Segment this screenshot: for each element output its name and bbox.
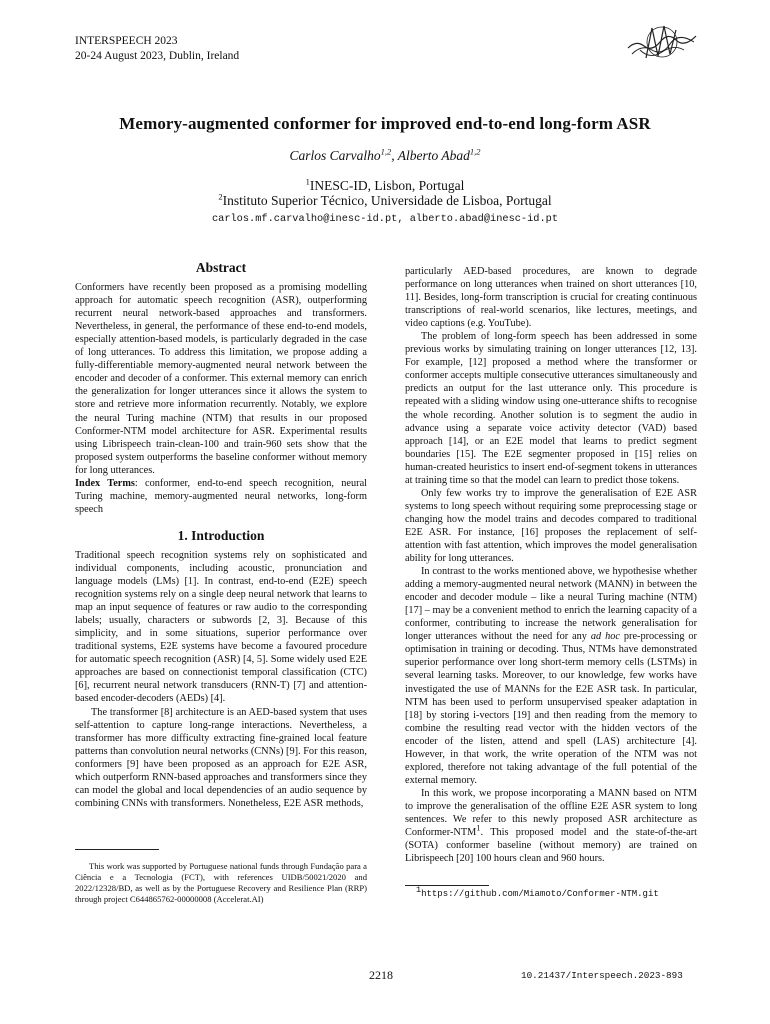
index-terms [75,477,367,516]
index-terms-text: : conformer, end-to-end speech recognition, neural Turing machine, memory-augmented neural networks, long-form speech [75,477,367,515]
page-number: 2218 [369,968,393,982]
intro-text: In contrast to the works mentioned above, we hypothesise whether adding a memory-augmented neural network (MANN) in between the encoder and decoder module – like a neural Turing machine (NTM) [17] – may be a convenient method to enrich the learning capacity of a conformer, contributing to increase the network generalisation for longer utterances without the need for any [405,566,697,643]
affiliation-mark: 1 [305,176,310,187]
author-name: Carlos Carvalho [289,148,381,163]
abstract-heading: Abstract [195,260,247,275]
author-affiliation-mark: 1,2 [380,146,392,157]
affiliation-mark: 2 [218,191,223,202]
conference-name: INTERSPEECH 2023 [75,35,178,47]
intro-emphasis: ad hoc [590,631,620,643]
index-terms-label: Index Terms [75,477,135,489]
intro-text: pre-processing or optimisation in training or decoding. Thus, NTMs have demonstrated superior performance over long short-term memory cells (LSTMs) in several learning tasks. Moreover, to our knowledge, few works have investigated the use of MANNs for the E2E ASR task. In particular, NTM has been used to perform unsupervised speaker adaptation in [18] by storing i-vectors [19] and then reading from the memory to combine the resulting read vector with the hidden vectors of the encoder of the listen, attend and spell (LAS) architecture [4]. However, in that work, the write operation of the NTM was not explored, therefore not taking advantage of the full potential of the external memory. [405,631,697,786]
intro-paragraph: The transformer [8] architecture is an AED-based system that uses self-attention to capture long-range interactions. Nevertheless, a transformer has more difficulty extracting fine-grained local feature patterns than convolution neural networks (CNNs) [9]. For this reason, conformers [9] have been proposed as an approach for E2E ASR, which outperform RNN-based approaches and transformers since they can model the global and local dependencies of an audio sequence by combining CNNs with transformers. Nonetheless, E2E ASR methods, [75,706,367,809]
affiliation-text: INESC-ID, Lisbon, Portugal [309,178,465,193]
url-footnote [416,885,659,899]
author-list [0,148,770,164]
intro-text: . This proposed model and the state-of-the-art (SOTA) conformer baseline (without memory) are trained on Librispeech [20] 100 hours clean and 960 hours. [405,827,697,865]
intro-paragraph: particularly AED-based procedures, are known to degrade performance on long utterances when trained on short utterances [10, 11]. Besides, long-form transcription is crucial for creating continuous transcriptions of real-world scenarios, like lectures, meetings, and video captions (e.g. YouTube). [405,266,697,330]
affiliation-text: Instituto Superior Técnico, Universidade de Lisboa, Portugal [222,193,552,208]
conference-dates: 20-24 August 2023, Dublin, Ireland [75,49,240,62]
footnote-mark: 1 [416,885,422,895]
intro-paragraph [405,565,697,787]
intro-paragraph: Traditional speech recognition systems rely on sophisticated and individual components, including acoustic, pronunciation and language models (LMs) [1]. In contrast, end-to-end (E2E) speech recognition systems rely on a single deep neural network that learns to map an input sequence of features or raw audio to the corresponding labels; usually, characters or subwords [2, 3]. Because of this simplicity, and in some situations, superior performance over traditional systems, E2E systems have become a favoured procedure for automatic speech recognition (ASR) [4, 5]. Some widely used E2E approaches are based on connectionist temporal classification (CTC) [6], recurrent neural network transducers (RNN-T) [7] and attention-based encoder-decoders (AEDs) [4]. [75,549,367,705]
affiliation [0,193,770,209]
interspeech-wave-logo-icon [626,20,698,64]
right-column [405,265,697,865]
author-emails[interactable]: carlos.mf.carvalho@inesc-id.pt, alberto.abad@inesc-id.pt [211,213,559,225]
footnote-mark[interactable]: 1 [476,822,481,833]
doi-link[interactable]: 10.21437/Interspeech.2023-893 [521,970,683,981]
author-name: Alberto Abad [397,148,470,163]
intro-text: In this work, we propose incorporating a MANN based on NTM to improve the generalisation of the offline E2E ASR system to long sentences. We refer to this newly proposed ASR architecture as Conformer-NTM [405,787,697,839]
abstract-body: Conformers have recently been proposed as a promising modelling approach for automatic speech recognition (ASR), outperforming recurrent neural network-based approaches and transformers. Nevertheless, in general, the performance of these end-to-end models, especially attention-based models, is particularly degraded in the case of long utterances. To address this limitation, we propose adding a fully-differentiable memory-augmented neural network between the encoder and decoder of a conformer. This external memory can enrich the generalization for longer utterances since it allows the system to store and retrieve more information recurrently. Notably, we explore the neural Turing machine (NTM) that results in our proposed Conformer-NTM model architecture for ASR. Experimental results using Librispeech train-clean-100 and train-960 sets show that the proposed system outperforms the baseline conformer without memory for long utterances. [75,282,367,476]
left-column [75,261,367,810]
affiliation [0,178,770,194]
intro-paragraph [405,787,697,865]
funding-footnote [75,852,367,914]
repository-link[interactable]: https://github.com/Miamoto/Conformer-NTM.git [421,889,659,899]
intro-paragraph: Only few works try to improve the generalisation of E2E ASR systems to long speech without requiring some preprocessing stage or changing how the model trains and decodes compared to traditional E2E ASR. For instance, [16] proposes the replacement of self-attention with fast attention, which improves the model generalisation ability for long utterances. [405,487,697,565]
author-separator: , [391,148,398,163]
author-affiliation-mark: 1,2 [469,146,481,157]
paper-title: Memory-augmented conformer for improved end-to-end long-form ASR [119,114,651,133]
conference-header [75,34,239,63]
section-heading-introduction: 1. Introduction [177,527,265,543]
footnote-divider [75,849,159,850]
intro-paragraph: The problem of long-form speech has been addressed in some previous works by simulating training on longer utterances [12, 13]. For example, [12] proposed a method where the transformer or conformer accepts multiple consecutive utterances simultaneously and predicts an output for the last utterance only. This procedure is repeated with a sliding window using one-utterance shifts to recognise the whole recording. Another solution is to segment the audio in advance using a separate voice activity detector (VAD) based approach [14], or an E2E model that learns to predict segment boundaries [15]. The E2E segmenter proposed in [15] relies on human-created heuristics to insert end-of-segment tokens in utterances at training time so that the model can learn to predict those tokens. [405,331,697,486]
funding-text: This work was supported by Portuguese national funds through Fundação para a Ciência e a Tecnologia (FCT), with references UIDB/50021/2020 and 2022/12328/BD, as well as by the Portuguese Recovery and Resilience Plan (RRP) through project C644865762-00000008 (Accelerat.AI) [75,860,367,905]
